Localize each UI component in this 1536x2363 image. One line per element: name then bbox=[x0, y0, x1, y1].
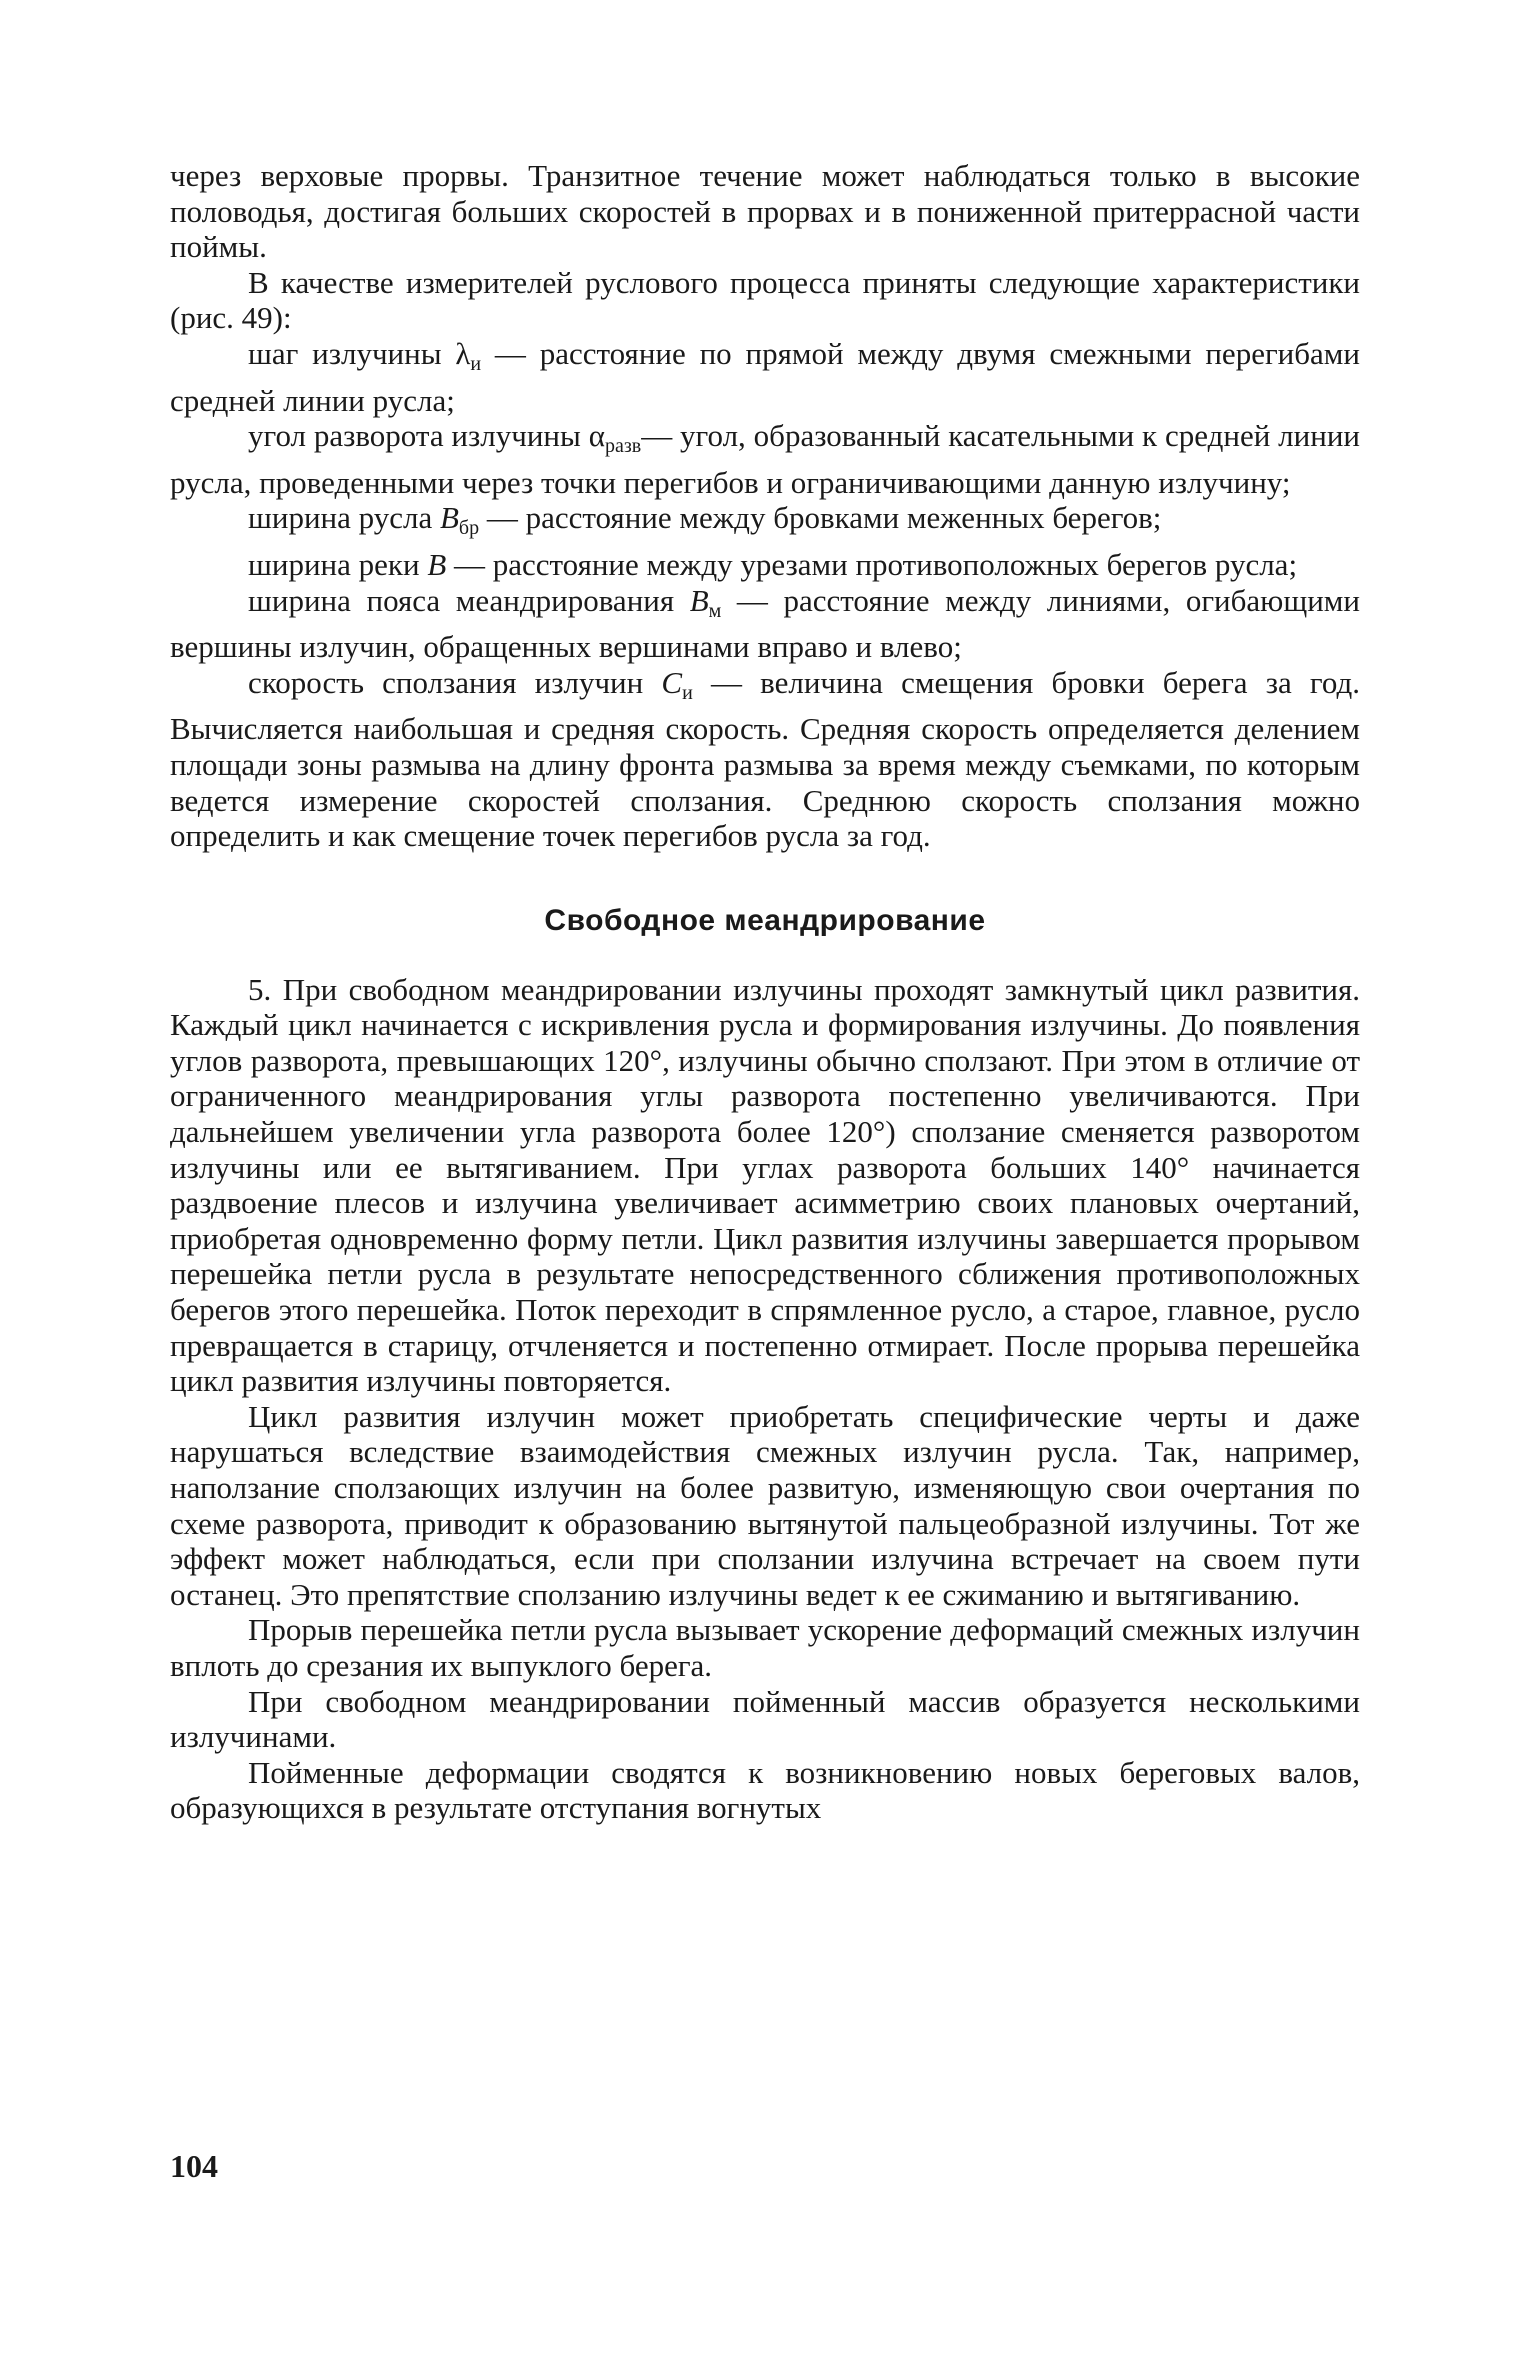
definition-river-width bbox=[170, 547, 1360, 583]
definition-channel-width-text: — расстояние между бровками меженных берегов; bbox=[479, 500, 1162, 536]
definition-migration-speed-term: скорость сползания излучин bbox=[248, 664, 662, 700]
definition-channel-width bbox=[170, 500, 1360, 547]
definition-migration-speed bbox=[170, 665, 1360, 854]
page-number: 104 bbox=[170, 2148, 218, 2184]
definition-meander-belt-symbol: B bbox=[689, 582, 709, 618]
definition-meander-step-term: шаг излучины λ bbox=[248, 335, 471, 371]
definition-meander-step-text: — расстояние по прямой между двумя смежными перегибами средней линии русла; bbox=[170, 335, 1360, 418]
paragraph-intro-continuation: через верховые прорвы. Транзитное течение может наблюдаться только в высокие половодья, достигая больших скоростей в прорвах и в пониженной притеррасной части поймы. bbox=[170, 158, 1360, 265]
definition-meander-step-subscript: и bbox=[470, 352, 482, 375]
definition-meander-step bbox=[170, 336, 1360, 418]
definition-migration-speed-symbol: C bbox=[661, 664, 683, 700]
paragraph-cycle-interaction: Цикл развития излучин может приобретать специфические черты и даже нарушаться вследствие взаимодействия смежных излучин русла. Так, например, наползание сползающих излучин на более развитую, изменяющую свои очертания по схеме разворота, приводит к образованию вытянутой пальцеобразной излучины. Тот же эффект может наблюдаться, если при сползании излучина встречает на своем пути останец. Это препятствие сползанию излучины ведет к ее сжиманию и вытягиванию. bbox=[170, 1398, 1360, 1612]
definition-turn-angle bbox=[170, 418, 1360, 500]
paragraph-isthmus-breakthrough: Прорыв перешейка петли русла вызывает ускорение деформаций смежных излучин вплоть до срезания их выпуклого берега. bbox=[170, 1612, 1360, 1683]
definition-turn-angle-term: угол разворота излучины α bbox=[248, 418, 605, 454]
definition-meander-belt-term: ширина пояса меандрирования bbox=[248, 582, 690, 618]
definition-river-width-symbol: B bbox=[427, 546, 447, 582]
definition-meander-belt bbox=[170, 583, 1360, 665]
page-body bbox=[170, 158, 1360, 1826]
paragraph-free-meandering-cycle: 5. При свободном меандрировании излучины проходят замкнутый цикл развития. Каждый цикл начинается с искривления русла и формирования излучины. До появления углов разворота, превышающих 120°, излучины обычно сползают. При этом в отличие от ограниченного меандрирования углы разворота постепенно увеличиваются. При дальнейшем увеличении угла разворота более 120°) сползание сменяется разворотом излучины или ее вытягиванием. При углах разворота больших 140° начинается раздвоение плесов и излучина увеличивает асимметрию своих плановых очертаний, приобретая одновременно форму петли. Цикл развития излучины завершается прорывом перешейка петли русла в результате непосредственного сближения противоположных берегов этого перешейка. Поток переходит в спрямленное русло, а старое, главное, русло превращается в старицу, отчленяется и постепенно отмирает. После прорыва перешейка цикл развития излучины повторяется. bbox=[170, 971, 1360, 1399]
definition-channel-width-term: ширина русла bbox=[248, 500, 440, 536]
section-heading: Свободное меандрирование bbox=[544, 903, 986, 937]
paragraph-floodplain-massif: При свободном меандрировании пойменный массив образуется несколькими излучинами. bbox=[170, 1683, 1360, 1755]
definition-meander-belt-subscript: м bbox=[708, 599, 722, 622]
definition-river-width-term: ширина реки bbox=[248, 546, 428, 582]
definition-turn-angle-subscript: разв bbox=[604, 435, 642, 458]
definition-migration-speed-text: — величина смещения бровки берега за год. Вычисляется наибольшая и средняя скорость. Средняя скорость определяется делением площади зоны размыва на длину фронта размыва за время между съемками, по которым ведется измерение скоростей сползания. Среднюю скорость сползания можно определить и как смещение точек перегибов русла за год. bbox=[170, 664, 1360, 854]
definition-channel-width-subscript: бр bbox=[458, 517, 480, 540]
definition-channel-width-symbol: B bbox=[439, 500, 459, 536]
paragraph-measures-intro: В качестве измерителей руслового процесса приняты следующие характеристики (рис. 49): bbox=[170, 264, 1360, 336]
definition-migration-speed-subscript: и bbox=[682, 681, 693, 704]
definition-meander-belt-text: — расстояние между линиями, огибающими вершины излучин, обращенных вершинами вправо и влево; bbox=[170, 582, 1360, 665]
definition-turn-angle-text: — угол, образованный касательными к средней линии русла, проведенными через точки перегибов и ограничивающими данную излучину; bbox=[170, 418, 1360, 500]
definition-river-width-text: — расстояние между урезами противоположных берегов русла; bbox=[446, 546, 1298, 582]
paragraph-floodplain-deformations: Пойменные деформации сводятся к возникновению новых береговых валов, образующихся в результате отступания вогнутых bbox=[170, 1754, 1360, 1826]
